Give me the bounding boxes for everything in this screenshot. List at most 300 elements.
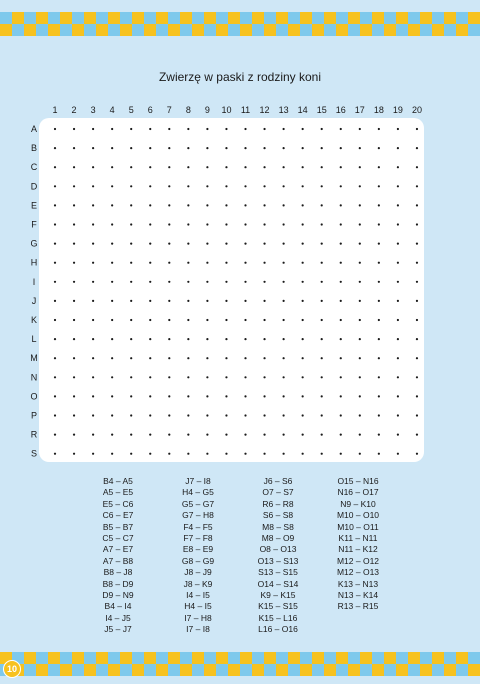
grid-dot: [206, 414, 208, 416]
grid-dot: [416, 223, 418, 225]
grid-dot: [263, 223, 265, 225]
connection-pair: S13 – S15: [258, 567, 298, 578]
row-label: J: [31, 295, 37, 306]
grid-dot: [149, 262, 151, 264]
grid-dot: [359, 434, 361, 436]
grid-dot: [54, 300, 56, 302]
column-label: 18: [373, 105, 384, 115]
grid-dot: [244, 338, 246, 340]
grid-dot: [225, 300, 227, 302]
grid-dot: [244, 128, 246, 130]
row-label: O: [30, 391, 38, 402]
grid-dot: [416, 166, 418, 168]
connection-pair: I7 – H8: [184, 612, 212, 623]
grid-dot: [340, 223, 342, 225]
grid-dot: [92, 414, 94, 416]
column-label: 7: [166, 105, 172, 115]
grid-dot: [263, 262, 265, 264]
grid-dot: [187, 319, 189, 321]
grid-dot: [225, 453, 227, 455]
grid-dot: [244, 357, 246, 359]
column-label: 1: [52, 105, 58, 115]
grid-dot: [340, 434, 342, 436]
page-title: Zwierzę w paski z rodziny koni: [158, 70, 322, 84]
grid-dot: [111, 434, 113, 436]
grid-dot: [302, 357, 304, 359]
connection-pair: A5 – E5: [102, 487, 134, 498]
connection-pairs: [78, 476, 398, 636]
grid-dot: [149, 166, 151, 168]
grid-dot: [149, 128, 151, 130]
grid-dot: [225, 434, 227, 436]
grid-dot: [263, 434, 265, 436]
grid-dot: [302, 453, 304, 455]
grid-dot: [416, 262, 418, 264]
grid-dot: [73, 223, 75, 225]
grid-dot: [187, 204, 189, 206]
grid-dot: [397, 243, 399, 245]
grid-dot: [302, 243, 304, 245]
grid-dot: [225, 281, 227, 283]
grid-dot: [206, 453, 208, 455]
grid-dot: [130, 434, 132, 436]
row-label: H: [30, 257, 38, 268]
connection-pair: L16 – O16: [258, 624, 298, 635]
grid-dot: [302, 147, 304, 149]
grid-dot: [321, 453, 323, 455]
grid-dot: [130, 166, 132, 168]
grid-dot: [340, 204, 342, 206]
connection-pair: E5 – C6: [102, 498, 134, 509]
grid-dot: [302, 166, 304, 168]
grid-dot: [168, 453, 170, 455]
pairs-column: [78, 476, 158, 636]
grid-dot: [92, 204, 94, 206]
connection-pair: C6 – E7: [102, 510, 134, 521]
grid-dot: [263, 338, 265, 340]
grid-dot: [73, 281, 75, 283]
grid-dot: [54, 243, 56, 245]
grid-dot: [206, 319, 208, 321]
column-label: 9: [204, 105, 210, 115]
grid-dot: [321, 395, 323, 397]
grid-dot: [206, 166, 208, 168]
grid-dot: [263, 357, 265, 359]
grid-dot: [73, 147, 75, 149]
grid-dot: [73, 376, 75, 378]
grid-dot: [54, 357, 56, 359]
grid-dot: [54, 395, 56, 397]
row-label: C: [30, 162, 38, 173]
grid-dot: [283, 185, 285, 187]
grid-dot: [149, 338, 151, 340]
grid-dot: [225, 414, 227, 416]
grid-dot: [321, 147, 323, 149]
connection-pair: B8 – D9: [102, 578, 134, 589]
grid-dot: [397, 128, 399, 130]
grid-dot: [340, 414, 342, 416]
grid-dot: [283, 147, 285, 149]
grid-dot: [283, 357, 285, 359]
grid-dot: [283, 300, 285, 302]
grid-dot: [54, 319, 56, 321]
grid-dot: [73, 262, 75, 264]
grid-dot: [397, 395, 399, 397]
grid-dot: [149, 376, 151, 378]
grid-dot: [263, 147, 265, 149]
grid-dot: [321, 357, 323, 359]
grid-dot: [168, 338, 170, 340]
row-label: B: [30, 143, 38, 154]
grid-dot: [92, 338, 94, 340]
grid-dot: [416, 453, 418, 455]
grid-dot: [378, 338, 380, 340]
grid-dot: [92, 453, 94, 455]
connection-pair: J6 – S6: [263, 476, 293, 486]
connection-pair: M12 – O12: [336, 555, 380, 566]
grid-dot: [321, 262, 323, 264]
grid-dot: [263, 395, 265, 397]
connection-pair: J8 – J9: [184, 567, 212, 578]
connection-pair: C5 – C7: [102, 533, 134, 544]
grid-dot: [302, 300, 304, 302]
grid-dot: [283, 338, 285, 340]
pairs-column: [158, 476, 238, 636]
row-label: M: [30, 353, 38, 364]
grid-dot: [73, 204, 75, 206]
grid-dot: [283, 376, 285, 378]
grid-dot: [111, 338, 113, 340]
grid-dot: [416, 204, 418, 206]
grid-dot: [206, 147, 208, 149]
grid-dot: [168, 262, 170, 264]
grid-dot: [263, 128, 265, 130]
grid-dot: [359, 166, 361, 168]
grid-dot: [187, 147, 189, 149]
grid-dot: [111, 395, 113, 397]
grid-dot: [244, 166, 246, 168]
grid-dot: [283, 281, 285, 283]
grid-dot: [206, 395, 208, 397]
grid-dot: [321, 338, 323, 340]
grid-dot: [302, 376, 304, 378]
column-label: 5: [128, 105, 134, 115]
grid-dot: [130, 376, 132, 378]
grid-dot: [111, 185, 113, 187]
grid-dot: [302, 434, 304, 436]
grid-dot: [168, 147, 170, 149]
grid-dot: [149, 319, 151, 321]
grid-dot: [206, 300, 208, 302]
grid-dot: [73, 185, 75, 187]
grid-dot: [168, 166, 170, 168]
grid-dot: [54, 185, 56, 187]
grid-dot: [73, 395, 75, 397]
grid-dot: [340, 453, 342, 455]
grid-dot: [149, 357, 151, 359]
column-label: 10: [221, 105, 232, 115]
grid-dot: [168, 204, 170, 206]
grid-dot: [340, 376, 342, 378]
connection-pair: H4 – I5: [184, 601, 212, 612]
grid-dot: [130, 300, 132, 302]
grid-dot: [73, 166, 75, 168]
grid-dot: [397, 281, 399, 283]
grid-dot: [321, 376, 323, 378]
grid-dot: [187, 338, 189, 340]
grid-dot: [263, 300, 265, 302]
grid-dot: [378, 453, 380, 455]
grid-dot: [206, 243, 208, 245]
grid-dot: [187, 300, 189, 302]
grid-dot: [54, 223, 56, 225]
grid-dot: [92, 319, 94, 321]
grid-dot: [340, 243, 342, 245]
grid-dot: [378, 147, 380, 149]
grid-dot: [187, 281, 189, 283]
grid-dot: [416, 414, 418, 416]
grid-dot: [378, 223, 380, 225]
grid-dot: [111, 376, 113, 378]
grid-dot: [187, 453, 189, 455]
grid-dot: [168, 185, 170, 187]
grid-dot: [111, 223, 113, 225]
grid-dot: [397, 357, 399, 359]
grid-dot: [244, 281, 246, 283]
grid-dot: [149, 223, 151, 225]
connection-pair: R13 – R15: [337, 601, 379, 612]
grid-dot: [321, 166, 323, 168]
connection-pair: G8 – G9: [181, 555, 215, 566]
grid-dot: [302, 414, 304, 416]
grid-dot: [302, 185, 304, 187]
grid-dot: [130, 185, 132, 187]
grid-dot: [263, 185, 265, 187]
grid-dot: [54, 434, 56, 436]
grid-dot: [359, 243, 361, 245]
grid-dot: [340, 395, 342, 397]
grid-dot: [149, 243, 151, 245]
connection-pair: D9 – N9: [102, 590, 134, 601]
grid-dot: [359, 204, 361, 206]
grid-dot: [283, 414, 285, 416]
grid-dot: [397, 166, 399, 168]
grid-dot: [54, 453, 56, 455]
grid-dot: [340, 128, 342, 130]
grid-dot: [378, 185, 380, 187]
grid-dot: [397, 185, 399, 187]
grid-dot: [416, 185, 418, 187]
grid-dot: [111, 453, 113, 455]
connection-pair: I4 – J5: [105, 612, 131, 623]
grid-dot: [263, 319, 265, 321]
grid-dot: [92, 300, 94, 302]
grid-dot: [397, 147, 399, 149]
grid-dot: [73, 434, 75, 436]
grid-dot: [92, 376, 94, 378]
row-label: F: [31, 219, 37, 230]
grid-dot: [378, 414, 380, 416]
grid-dot: [302, 281, 304, 283]
grid-dot: [73, 319, 75, 321]
column-label: 16: [335, 105, 346, 115]
connection-pair: K9 – K15: [260, 590, 296, 601]
grid-dot: [206, 338, 208, 340]
grid-dot: [168, 434, 170, 436]
grid-dot: [149, 300, 151, 302]
grid-dot: [187, 223, 189, 225]
grid-dot: [168, 319, 170, 321]
grid-dot: [92, 395, 94, 397]
connection-pair: H4 – G5: [182, 487, 214, 498]
grid-dot: [321, 414, 323, 416]
grid-dot: [359, 262, 361, 264]
grid-dot: [321, 319, 323, 321]
grid-dot: [225, 319, 227, 321]
grid-dot: [378, 357, 380, 359]
grid-dot: [130, 453, 132, 455]
grid-dot: [397, 223, 399, 225]
grid-dot: [244, 395, 246, 397]
connection-pair: O13 – S13: [257, 555, 299, 566]
connection-pair: E8 – E9: [182, 544, 214, 555]
grid-dot: [302, 128, 304, 130]
grid-dot: [111, 166, 113, 168]
grid-dot: [244, 414, 246, 416]
grid-dot: [130, 223, 132, 225]
grid-dot: [416, 357, 418, 359]
grid-dot: [206, 204, 208, 206]
grid-dot: [359, 128, 361, 130]
grid-dot: [149, 185, 151, 187]
grid-dot: [378, 434, 380, 436]
grid-dot: [283, 243, 285, 245]
grid-dot: [359, 357, 361, 359]
grid-dot: [416, 281, 418, 283]
grid-dot: [111, 128, 113, 130]
row-label: G: [30, 238, 38, 249]
grid-dot: [263, 414, 265, 416]
grid-dot: [130, 414, 132, 416]
connection-pair: I7 – I8: [186, 624, 210, 635]
grid-dot: [92, 434, 94, 436]
grid-dot: [416, 243, 418, 245]
grid-dot: [416, 300, 418, 302]
grid-dot: [92, 185, 94, 187]
column-label: 19: [392, 105, 403, 115]
grid-dot: [340, 262, 342, 264]
grid-dot: [111, 300, 113, 302]
grid-dot: [416, 319, 418, 321]
grid-dot: [206, 223, 208, 225]
grid-dot: [92, 262, 94, 264]
grid-dot: [225, 166, 227, 168]
grid-dot: [244, 376, 246, 378]
grid-dot: [340, 338, 342, 340]
row-label: P: [30, 410, 38, 421]
grid-dot: [54, 204, 56, 206]
grid-dot: [111, 243, 113, 245]
row-label: K: [30, 315, 38, 325]
grid-dot: [302, 395, 304, 397]
grid-dot: [225, 223, 227, 225]
grid-dot: [73, 414, 75, 416]
grid-dot: [168, 300, 170, 302]
grid-dot: [187, 357, 189, 359]
grid-dot: [149, 395, 151, 397]
grid-dot: [168, 395, 170, 397]
grid-dot: [111, 281, 113, 283]
grid-dot: [206, 281, 208, 283]
grid-dot: [168, 357, 170, 359]
connection-pair: O14 – S14: [257, 578, 299, 589]
grid-dot: [302, 262, 304, 264]
row-label: N: [30, 372, 38, 383]
grid-dot: [225, 185, 227, 187]
grid-dot: [416, 147, 418, 149]
grid-dot: [111, 204, 113, 206]
grid-dot: [359, 453, 361, 455]
column-label: 17: [354, 105, 365, 115]
grid-dot: [283, 434, 285, 436]
connection-pair: M10 – O11: [337, 521, 379, 532]
grid-dot: [244, 434, 246, 436]
grid-dot: [187, 166, 189, 168]
grid-dot: [225, 395, 227, 397]
grid-dot: [54, 128, 56, 130]
connection-pair: O8 – O13: [259, 544, 297, 555]
grid-dot: [149, 414, 151, 416]
grid-dot: [149, 204, 151, 206]
grid-dot: [73, 128, 75, 130]
grid-dot: [416, 338, 418, 340]
grid-dot: [263, 204, 265, 206]
grid-dot: [340, 185, 342, 187]
grid-dot: [359, 376, 361, 378]
grid-dot: [54, 281, 56, 283]
grid-dot: [206, 376, 208, 378]
grid-dot: [225, 357, 227, 359]
grid-dot: [263, 166, 265, 168]
grid-dot: [130, 243, 132, 245]
grid-dot: [73, 357, 75, 359]
connection-pair: J7 – I8: [185, 476, 211, 486]
grid-dot: [92, 166, 94, 168]
grid-dot: [263, 453, 265, 455]
connection-pair: F7 – F8: [183, 533, 213, 544]
grid-dot: [206, 185, 208, 187]
grid-dot: [130, 319, 132, 321]
grid-dot: [73, 338, 75, 340]
grid-dot: [149, 147, 151, 149]
grid-dot: [416, 434, 418, 436]
connection-pair: R6 – R8: [262, 498, 294, 509]
grid-dot: [92, 243, 94, 245]
grid-dot: [225, 147, 227, 149]
grid-dot: [359, 281, 361, 283]
grid-dot: [359, 300, 361, 302]
grid-dot: [416, 376, 418, 378]
grid-dot: [283, 262, 285, 264]
grid-dot: [378, 376, 380, 378]
grid-dot: [206, 128, 208, 130]
grid-dot: [244, 453, 246, 455]
connection-pair: G7 – H8: [182, 510, 214, 521]
grid-dot: [359, 338, 361, 340]
grid-dot: [244, 319, 246, 321]
grid-dot: [416, 128, 418, 130]
grid-dot: [73, 243, 75, 245]
